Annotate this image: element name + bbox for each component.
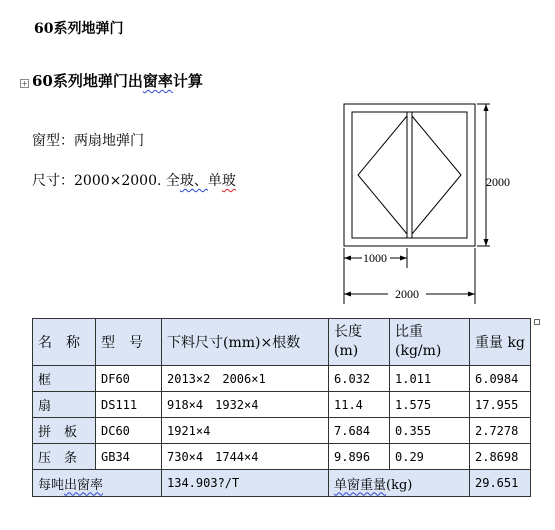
- row-cut-size: 2013×2 2006×1: [162, 366, 329, 392]
- row-weight: 2.7278: [470, 418, 531, 444]
- row-name: 拼 板: [33, 418, 96, 444]
- header-length: [329, 319, 390, 366]
- row-length: 7.684: [329, 418, 390, 444]
- size-prefix: 尺寸：2000×2000. 全: [32, 173, 180, 189]
- size-underlined-2: 玻: [221, 173, 236, 189]
- table-row: [33, 366, 531, 392]
- row-ratio: 0.355: [390, 418, 470, 444]
- width-arrow-left: [344, 292, 351, 297]
- half-width-arrow-left: [344, 256, 351, 261]
- table-header-row: [33, 319, 531, 366]
- height-label: 2000: [486, 175, 510, 189]
- door-inner-frame: [352, 112, 467, 238]
- door-drawing: [332, 98, 532, 310]
- footer-weight-label: [329, 470, 470, 497]
- header-ratio-unit: (kg/m): [395, 343, 442, 359]
- row-weight: 6.0984: [470, 366, 531, 392]
- header-name: 名 称: [33, 319, 96, 366]
- left-leaf-diamond: [358, 116, 407, 234]
- row-ratio: 1.011: [390, 366, 470, 392]
- row-name: 扇: [33, 392, 96, 418]
- row-name: 框: [33, 366, 96, 392]
- size-mid: 单: [207, 173, 222, 189]
- section-heading-prefix: 60系列地弹门出: [32, 72, 143, 90]
- row-weight: 17.955: [470, 392, 531, 418]
- row-length: 6.032: [329, 366, 390, 392]
- footer-rate-label-b: 出窗率: [64, 477, 104, 493]
- row-length: 11.4: [329, 392, 390, 418]
- row-name: 压 条: [33, 444, 96, 470]
- footer-rate-value: 134.903?/T: [162, 470, 329, 497]
- row-model: DS111: [96, 392, 162, 418]
- table-row: [33, 444, 531, 470]
- footer-weight-label-b: (kg): [386, 477, 413, 493]
- right-leaf-diamond: [412, 116, 461, 234]
- table-row: [33, 418, 531, 444]
- material-table: [32, 318, 531, 497]
- height-arrow-top: [484, 104, 489, 111]
- row-ratio: 0.29: [390, 444, 470, 470]
- row-cut-size: 1921×4: [162, 418, 329, 444]
- table-resize-handle[interactable]: [534, 319, 540, 325]
- header-ratio: [390, 319, 470, 366]
- header-length-title: 长度: [334, 324, 362, 340]
- table-anchor-icon[interactable]: +: [21, 79, 28, 88]
- row-cut-size: 918×4 1932×4: [162, 392, 329, 418]
- row-length: 9.896: [329, 444, 390, 470]
- header-model: 型 号: [96, 319, 162, 366]
- header-length-unit: (m): [334, 343, 359, 359]
- width-label: 2000: [395, 287, 419, 301]
- row-ratio: 1.575: [390, 392, 470, 418]
- half-width-arrow-right: [400, 256, 407, 261]
- table-row: [33, 392, 531, 418]
- section-heading-suffix: 计算: [172, 72, 203, 90]
- row-weight: 2.8698: [470, 444, 531, 470]
- footer-weight-value: 29.651: [470, 470, 531, 497]
- row-model: DC60: [96, 418, 162, 444]
- row-model: GB34: [96, 444, 162, 470]
- table-footer-row: [33, 470, 531, 497]
- row-cut-size: 730×4 1744×4: [162, 444, 329, 470]
- window-size-line: [32, 170, 236, 190]
- section-heading-underlined: 窗率: [142, 72, 173, 90]
- door-outer-frame: [344, 104, 475, 246]
- header-weight: 重量 kg: [470, 319, 531, 366]
- page-heading: 60系列地弹门: [34, 21, 124, 37]
- width-arrow-right: [468, 292, 475, 297]
- height-arrow-bottom: [484, 239, 489, 246]
- footer-rate-label-a: 每吨: [38, 477, 65, 493]
- size-underlined-1: 玻、: [179, 173, 208, 189]
- header-ratio-title: 比重: [395, 324, 423, 340]
- row-model: DF60: [96, 366, 162, 392]
- footer-weight-label-a: 单窗重量: [334, 477, 387, 493]
- half-width-label: 1000: [363, 251, 387, 265]
- footer-rate-label: [33, 470, 162, 497]
- window-type-line: 窗型：两扇地弹门: [32, 133, 144, 149]
- header-cut-size: 下料尺寸(mm)×根数: [162, 319, 329, 366]
- section-heading: [32, 70, 203, 91]
